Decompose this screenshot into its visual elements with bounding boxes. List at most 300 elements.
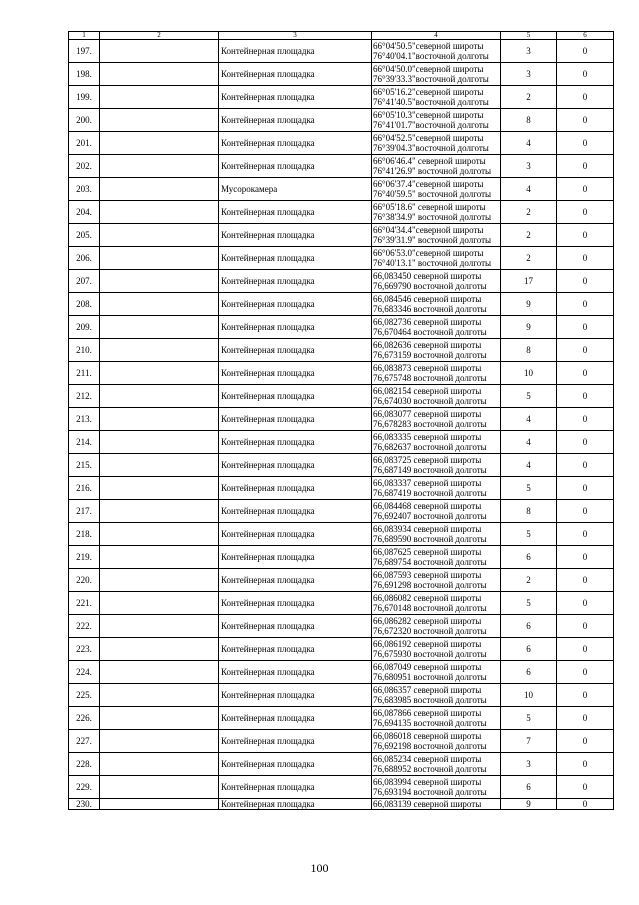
coordinates-cell (372, 63, 501, 86)
latitude-text: 66,085234 северной широты (373, 754, 482, 764)
container-count-cell: 10 (501, 684, 557, 707)
longitude-text: 76,672320 восточной долготы (373, 626, 487, 636)
coordinates-cell (372, 615, 501, 638)
row-number-cell: 222. (69, 615, 100, 638)
row-number-cell: 201. (69, 132, 100, 155)
latitude-text: 66,087625 северной широты (373, 547, 482, 557)
empty-cell (100, 776, 219, 799)
row-number-cell: 213. (69, 408, 100, 431)
coordinates-cell (372, 477, 501, 500)
latitude-text: 66,086082 северной широты (373, 593, 482, 603)
empty-cell (100, 592, 219, 615)
longitude-text: 76,675930 восточной долготы (373, 649, 487, 659)
longitude-text: 76°39'31.9" восточной долготы (373, 235, 492, 245)
site-type-cell: Контейнерная площадка (219, 362, 372, 385)
empty-cell (100, 132, 219, 155)
latitude-text: 66°04'50.5"северной широты (373, 41, 484, 51)
coordinates-cell (372, 546, 501, 569)
empty-cell (100, 615, 219, 638)
page-number: 100 (310, 861, 329, 875)
site-type-cell: Контейнерная площадка (219, 247, 372, 270)
empty-cell (100, 431, 219, 454)
column-6-cell: 0 (557, 155, 614, 178)
latitude-text: 66,083450 северной широты (373, 271, 482, 281)
longitude-text: 76°40'13.1" восточной долготы (373, 258, 492, 268)
coordinates-cell (372, 293, 501, 316)
latitude-text: 66°05'10.3"северной широты (373, 110, 484, 120)
coordinates-cell (372, 155, 501, 178)
column-6-cell: 0 (557, 293, 614, 316)
site-type-cell: Контейнерная площадка (219, 224, 372, 247)
empty-cell (100, 454, 219, 477)
empty-cell (100, 109, 219, 132)
container-count-cell: 17 (501, 270, 557, 293)
coordinates-cell (372, 454, 501, 477)
row-number-cell: 207. (69, 270, 100, 293)
header-cell: 5 (501, 32, 557, 40)
container-count-cell: 6 (501, 776, 557, 799)
coordinates-cell (372, 178, 501, 201)
longitude-text: 76,674030 восточной долготы (373, 396, 487, 406)
column-6-cell: 0 (557, 730, 614, 753)
container-count-cell: 8 (501, 339, 557, 362)
table-row (69, 684, 614, 707)
empty-cell (100, 178, 219, 201)
latitude-text: 66,084468 северной широты (373, 501, 482, 511)
column-6-cell: 0 (557, 546, 614, 569)
coordinates-cell (372, 385, 501, 408)
coordinates-cell (372, 201, 501, 224)
site-type-cell: Контейнерная площадка (219, 293, 372, 316)
container-count-cell: 4 (501, 454, 557, 477)
coordinates-cell (372, 753, 501, 776)
empty-cell (100, 408, 219, 431)
table-row (69, 500, 614, 523)
coordinates-cell (372, 132, 501, 155)
container-count-cell: 6 (501, 661, 557, 684)
row-number-cell: 198. (69, 63, 100, 86)
longitude-text: 76,673159 восточной долготы (373, 350, 487, 360)
latitude-text: 66,083994 северной широты (373, 777, 482, 787)
table-row (69, 615, 614, 638)
column-6-cell: 0 (557, 385, 614, 408)
container-count-cell: 6 (501, 638, 557, 661)
column-6-cell: 0 (557, 408, 614, 431)
empty-cell (100, 63, 219, 86)
empty-cell (100, 500, 219, 523)
latitude-text: 66°04'34.4"северной широты (373, 225, 484, 235)
longitude-text: 76,691298 восточной долготы (373, 580, 487, 590)
table-row (69, 247, 614, 270)
column-6-cell: 0 (557, 339, 614, 362)
row-number-cell: 228. (69, 753, 100, 776)
column-6-cell: 0 (557, 40, 614, 63)
table-row (69, 40, 614, 63)
container-count-cell: 8 (501, 500, 557, 523)
coordinates-cell (372, 362, 501, 385)
column-6-cell: 0 (557, 661, 614, 684)
table-row (69, 86, 614, 109)
longitude-text: 76°41'26.9" восточной долготы (373, 166, 492, 176)
coordinates-cell (372, 86, 501, 109)
container-count-cell: 3 (501, 155, 557, 178)
column-6-cell: 0 (557, 615, 614, 638)
table-row (69, 730, 614, 753)
row-number-cell: 200. (69, 109, 100, 132)
column-6-cell: 0 (557, 569, 614, 592)
latitude-text: 66,083934 северной широты (373, 524, 482, 534)
empty-cell (100, 339, 219, 362)
row-number-cell: 220. (69, 569, 100, 592)
column-6-cell: 0 (557, 523, 614, 546)
container-count-cell: 8 (501, 109, 557, 132)
latitude-text: 66,087593 северной широты (373, 570, 482, 580)
column-6-cell: 0 (557, 638, 614, 661)
container-count-cell: 4 (501, 178, 557, 201)
empty-cell (100, 247, 219, 270)
column-6-cell: 0 (557, 270, 614, 293)
coordinates-cell (372, 661, 501, 684)
container-count-cell: 5 (501, 523, 557, 546)
empty-cell (100, 730, 219, 753)
latitude-text: 66,084546 северной широты (373, 294, 482, 304)
column-6-cell: 0 (557, 707, 614, 730)
table-row (69, 454, 614, 477)
header-cell: 1 (69, 32, 100, 40)
container-count-cell: 5 (501, 707, 557, 730)
longitude-text: 76,687149 восточной долготы (373, 465, 487, 475)
table-row (69, 799, 614, 810)
empty-cell (100, 155, 219, 178)
table-row (69, 477, 614, 500)
site-type-cell: Контейнерная площадка (219, 638, 372, 661)
column-6-cell: 0 (557, 224, 614, 247)
site-type-cell: Контейнерная площадка (219, 569, 372, 592)
column-6-cell: 0 (557, 684, 614, 707)
site-type-cell: Контейнерная площадка (219, 776, 372, 799)
latitude-text: 66,082636 северной широты (373, 340, 482, 350)
row-number-cell: 229. (69, 776, 100, 799)
table-row (69, 431, 614, 454)
table-row (69, 546, 614, 569)
header-cell: 3 (219, 32, 372, 40)
column-6-cell: 0 (557, 362, 614, 385)
latitude-text: 66,083337 северной широты (373, 478, 482, 488)
table-row (69, 178, 614, 201)
coordinates-cell (372, 40, 501, 63)
container-count-cell: 2 (501, 86, 557, 109)
site-type-cell: Контейнерная площадка (219, 385, 372, 408)
longitude-text: 76°40'59.5" восточной долготы (373, 189, 492, 199)
empty-cell (100, 684, 219, 707)
site-type-cell: Контейнерная площадка (219, 86, 372, 109)
column-6-cell: 0 (557, 201, 614, 224)
registry-table (68, 31, 614, 810)
latitude-text: 66,083873 северной широты (373, 363, 482, 373)
table-row (69, 776, 614, 799)
table-row (69, 523, 614, 546)
site-type-cell: Контейнерная площадка (219, 477, 372, 500)
container-count-cell: 3 (501, 63, 557, 86)
column-6-cell: 0 (557, 799, 614, 810)
table-row (69, 569, 614, 592)
container-count-cell: 9 (501, 316, 557, 339)
coordinates-cell (372, 776, 501, 799)
site-type-cell: Контейнерная площадка (219, 500, 372, 523)
column-6-cell: 0 (557, 776, 614, 799)
column-6-cell: 0 (557, 454, 614, 477)
empty-cell (100, 201, 219, 224)
longitude-text: 76,689590 восточной долготы (373, 534, 487, 544)
coordinates-cell (372, 224, 501, 247)
coordinates-cell (372, 523, 501, 546)
header-cell: 4 (372, 32, 501, 40)
row-number-cell: 203. (69, 178, 100, 201)
table-header-row (69, 32, 614, 40)
row-number-cell: 212. (69, 385, 100, 408)
container-count-cell: 2 (501, 247, 557, 270)
row-number-cell: 202. (69, 155, 100, 178)
row-number-cell: 219. (69, 546, 100, 569)
row-number-cell: 223. (69, 638, 100, 661)
longitude-text: 76,692198 восточной долготы (373, 741, 487, 751)
container-count-cell: 3 (501, 40, 557, 63)
container-count-cell: 4 (501, 408, 557, 431)
empty-cell (100, 224, 219, 247)
latitude-text: 66,087049 северной широты (373, 662, 482, 672)
longitude-text: 76°41'01.7"восточной долготы (373, 120, 489, 130)
column-6-cell: 0 (557, 86, 614, 109)
coordinates-cell (372, 408, 501, 431)
coordinates-cell (372, 339, 501, 362)
table-row (69, 155, 614, 178)
site-type-cell: Контейнерная площадка (219, 707, 372, 730)
site-type-cell: Контейнерная площадка (219, 316, 372, 339)
empty-cell (100, 546, 219, 569)
latitude-text: 66,083725 северной широты (373, 455, 482, 465)
container-count-cell: 9 (501, 799, 557, 810)
header-cell: 2 (100, 32, 219, 40)
coordinates-cell (372, 638, 501, 661)
site-type-cell: Контейнерная площадка (219, 270, 372, 293)
site-type-cell: Контейнерная площадка (219, 546, 372, 569)
row-number-cell: 221. (69, 592, 100, 615)
row-number-cell: 227. (69, 730, 100, 753)
site-type-cell: Контейнерная площадка (219, 201, 372, 224)
longitude-text: 76,675748 восточной долготы (373, 373, 487, 383)
latitude-text: 66,086192 северной широты (373, 639, 482, 649)
container-count-cell: 5 (501, 477, 557, 500)
row-number-cell: 197. (69, 40, 100, 63)
latitude-text: 66°06'53.0"северной широты (373, 248, 484, 258)
empty-cell (100, 293, 219, 316)
row-number-cell: 230. (69, 799, 100, 810)
column-6-cell: 0 (557, 109, 614, 132)
empty-cell (100, 523, 219, 546)
latitude-text: 66°05'18.6" северной широты (373, 202, 486, 212)
longitude-text: 76,692407 восточной долготы (373, 511, 487, 521)
row-number-cell: 214. (69, 431, 100, 454)
longitude-text: 76,678283 восточной долготы (373, 419, 487, 429)
latitude-text: 66,086018 северной широты (373, 731, 482, 741)
longitude-text: 76,683346 восточной долготы (373, 304, 487, 314)
row-number-cell: 224. (69, 661, 100, 684)
latitude-text: 66,087866 северной широты (373, 708, 482, 718)
container-count-cell: 2 (501, 569, 557, 592)
container-count-cell: 2 (501, 224, 557, 247)
table-row (69, 385, 614, 408)
site-type-cell: Контейнерная площадка (219, 63, 372, 86)
empty-cell (100, 753, 219, 776)
table-row (69, 638, 614, 661)
longitude-text: 76,682637 восточной долготы (373, 442, 487, 452)
longitude-text: 76°38'34.9" восточной долготы (373, 212, 492, 222)
site-type-cell: Контейнерная площадка (219, 132, 372, 155)
container-count-cell: 7 (501, 730, 557, 753)
table-row (69, 408, 614, 431)
latitude-text: 66,082736 северной широты (373, 317, 482, 327)
header-cell: 6 (557, 32, 614, 40)
longitude-text: 76,689754 восточной долготы (373, 557, 487, 567)
coordinates-cell (372, 799, 501, 810)
latitude-text: 66°04'50.0"северной широты (373, 64, 484, 74)
column-6-cell: 0 (557, 63, 614, 86)
container-count-cell: 6 (501, 615, 557, 638)
column-6-cell: 0 (557, 477, 614, 500)
site-type-cell: Контейнерная площадка (219, 753, 372, 776)
container-count-cell: 4 (501, 431, 557, 454)
coordinates-cell (372, 707, 501, 730)
coordinates-cell (372, 592, 501, 615)
site-type-cell: Контейнерная площадка (219, 730, 372, 753)
row-number-cell: 208. (69, 293, 100, 316)
container-count-cell: 10 (501, 362, 557, 385)
coordinates-cell (372, 500, 501, 523)
row-number-cell: 210. (69, 339, 100, 362)
coordinates-cell (372, 270, 501, 293)
row-number-cell: 204. (69, 201, 100, 224)
coordinates-cell (372, 684, 501, 707)
longitude-text: 76°39'33.3"восточной долготы (373, 74, 489, 84)
table-row (69, 316, 614, 339)
empty-cell (100, 661, 219, 684)
longitude-text: 76°40'04.1"восточной долготы (373, 51, 489, 61)
site-type-cell: Контейнерная площадка (219, 523, 372, 546)
table-row (69, 63, 614, 86)
longitude-text: 76°41'40.5"восточной долготы (373, 97, 489, 107)
coordinates-cell (372, 316, 501, 339)
row-number-cell: 217. (69, 500, 100, 523)
empty-cell (100, 86, 219, 109)
latitude-text: 66,082154 северной широты (373, 386, 482, 396)
latitude-text: 66,086357 северной широты (373, 685, 482, 695)
empty-cell (100, 316, 219, 339)
table-row (69, 132, 614, 155)
empty-cell (100, 477, 219, 500)
column-6-cell: 0 (557, 753, 614, 776)
coordinates-cell (372, 569, 501, 592)
table-row (69, 753, 614, 776)
latitude-text: 66°05'16.2"северной широты (373, 87, 484, 97)
table-row (69, 293, 614, 316)
site-type-cell: Контейнерная площадка (219, 408, 372, 431)
row-number-cell: 211. (69, 362, 100, 385)
table-row (69, 224, 614, 247)
site-type-cell: Контейнерная площадка (219, 684, 372, 707)
table-row (69, 592, 614, 615)
longitude-text: 76,688952 восточной долготы (373, 764, 487, 774)
row-number-cell: 199. (69, 86, 100, 109)
longitude-text: 76,683985 восточной долготы (373, 695, 487, 705)
column-6-cell: 0 (557, 316, 614, 339)
latitude-text: 66,086282 северной широты (373, 616, 482, 626)
container-count-cell: 6 (501, 546, 557, 569)
table-row (69, 339, 614, 362)
column-6-cell: 0 (557, 132, 614, 155)
row-number-cell: 225. (69, 684, 100, 707)
latitude-text: 66°06'37.4"северной широты (373, 179, 484, 189)
row-number-cell: 216. (69, 477, 100, 500)
table-row (69, 661, 614, 684)
row-number-cell: 218. (69, 523, 100, 546)
row-number-cell: 215. (69, 454, 100, 477)
longitude-text: 76,670464 восточной долготы (373, 327, 487, 337)
container-count-cell: 5 (501, 592, 557, 615)
coordinates-cell (372, 730, 501, 753)
container-count-cell: 3 (501, 753, 557, 776)
row-number-cell: 205. (69, 224, 100, 247)
container-count-cell: 4 (501, 132, 557, 155)
table-row (69, 270, 614, 293)
empty-cell (100, 707, 219, 730)
site-type-cell: Контейнерная площадка (219, 454, 372, 477)
site-type-cell: Контейнерная площадка (219, 592, 372, 615)
column-6-cell: 0 (557, 178, 614, 201)
coordinates-cell (372, 109, 501, 132)
longitude-text: 76,687419 восточной долготы (373, 488, 487, 498)
latitude-text: 66,083077 северной широты (373, 409, 482, 419)
longitude-text: 76,670148 восточной долготы (373, 603, 487, 613)
container-count-cell: 2 (501, 201, 557, 224)
site-type-cell: Контейнерная площадка (219, 799, 372, 810)
empty-cell (100, 270, 219, 293)
site-type-cell: Мусорокамера (219, 178, 372, 201)
empty-cell (100, 799, 219, 810)
site-type-cell: Контейнерная площадка (219, 431, 372, 454)
container-count-cell: 5 (501, 385, 557, 408)
empty-cell (100, 569, 219, 592)
site-type-cell: Контейнерная площадка (219, 109, 372, 132)
latitude-text: 66°04'52.5"северной широты (373, 133, 484, 143)
longitude-text: 76°39'04.3"восточной долготы (373, 143, 489, 153)
latitude-text: 66°06'46.4" северной широты (373, 156, 486, 166)
longitude-text: 76,669790 восточной долготы (373, 281, 487, 291)
table-row (69, 201, 614, 224)
column-6-cell: 0 (557, 247, 614, 270)
site-type-cell: Контейнерная площадка (219, 155, 372, 178)
empty-cell (100, 638, 219, 661)
container-count-cell: 9 (501, 293, 557, 316)
empty-cell (100, 362, 219, 385)
column-6-cell: 0 (557, 431, 614, 454)
site-type-cell: Контейнерная площадка (219, 615, 372, 638)
latitude-text: 66,083335 северной широты (373, 432, 482, 442)
table-row (69, 109, 614, 132)
empty-cell (100, 40, 219, 63)
site-type-cell: Контейнерная площадка (219, 40, 372, 63)
coordinates-cell (372, 247, 501, 270)
longitude-text: 76,694135 восточной долготы (373, 718, 487, 728)
